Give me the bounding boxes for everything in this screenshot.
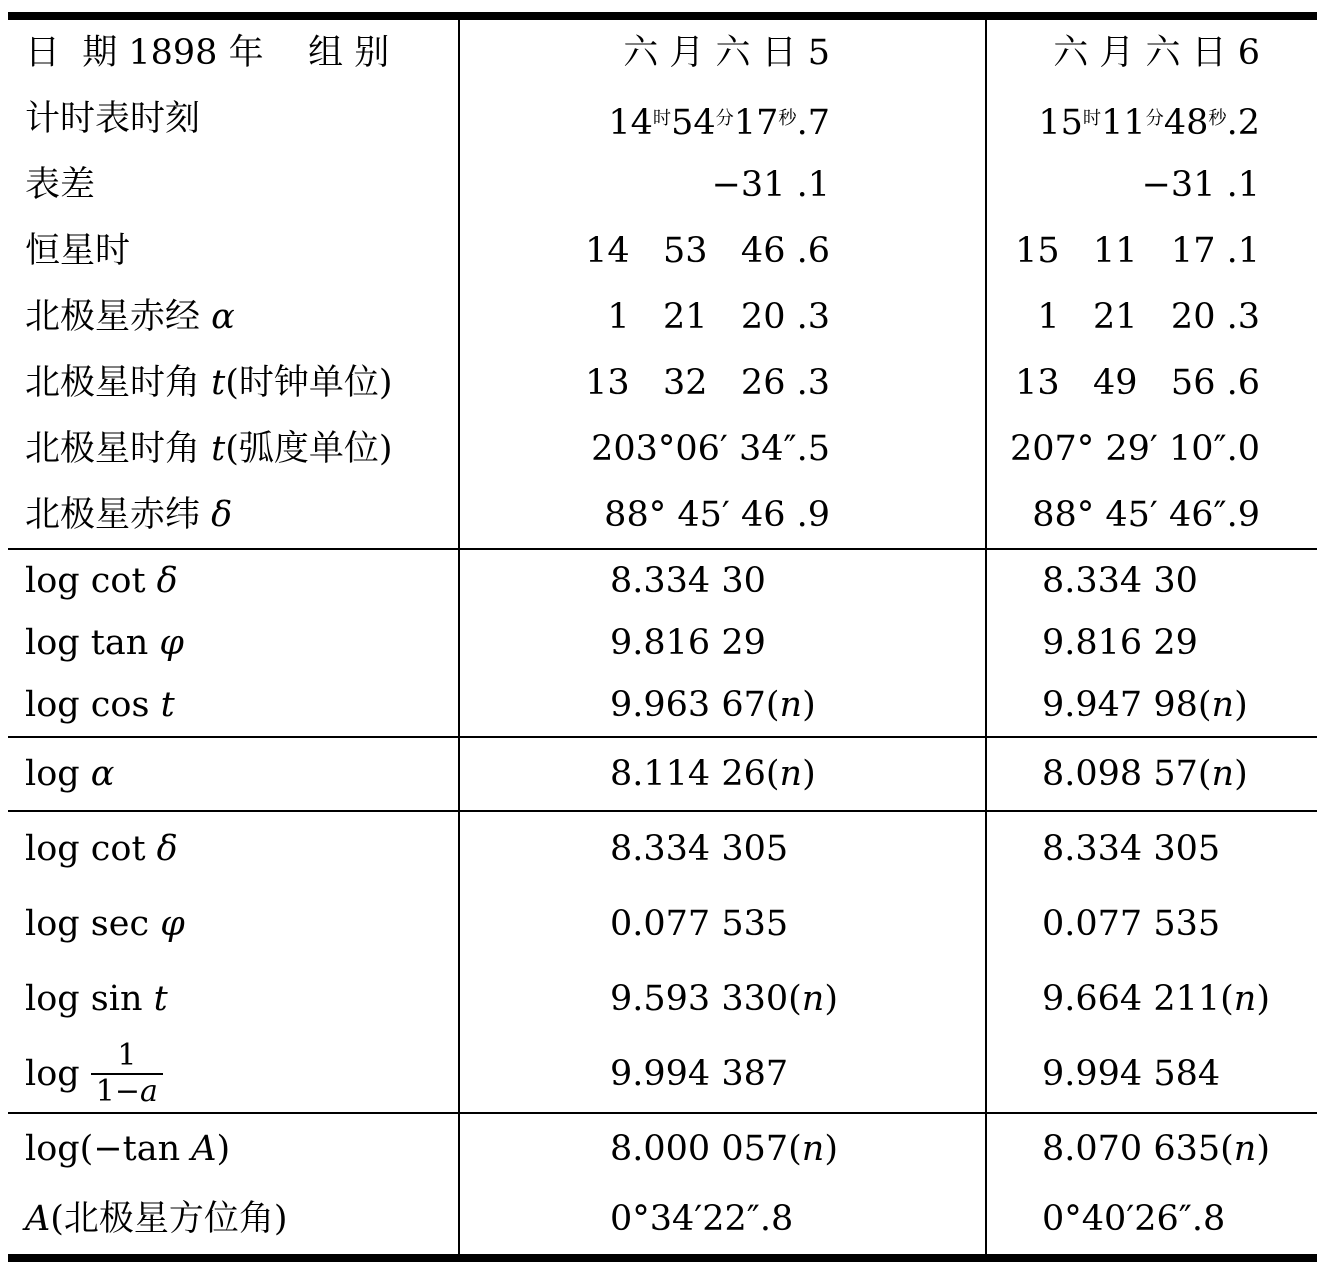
row-label-cell — [8, 284, 458, 350]
value-cell-group-6 — [985, 887, 1317, 962]
math-variable: n — [801, 979, 825, 1019]
row-label-cell — [8, 1037, 458, 1112]
value-cell-group-5 — [458, 152, 985, 218]
row-label-cell — [8, 1184, 458, 1254]
value-cell-group-5 — [458, 550, 985, 612]
text-run: 北极星赤经 — [25, 297, 212, 337]
value-cell-group-6 — [985, 962, 1317, 1037]
value-cell-group-6 — [985, 812, 1317, 887]
table-row — [8, 550, 1317, 612]
table-row — [8, 674, 1317, 736]
text-run: 203°06′ 34″.5 — [591, 429, 830, 469]
text-run: ) — [824, 1129, 838, 1169]
text-run: log sin — [25, 979, 154, 1019]
text-run: 8.000 057( — [610, 1129, 802, 1169]
row-label-cell — [8, 416, 458, 482]
value-cell-group-6 — [985, 482, 1317, 548]
math-variable: δ — [156, 829, 178, 869]
unit-superscript: 时 — [652, 108, 672, 129]
text-run: log cot — [25, 829, 157, 869]
text-run: ) — [802, 685, 816, 725]
table-row — [8, 416, 1317, 482]
text-run: 9.593 330( — [610, 979, 802, 1019]
text-run: 11 — [1101, 103, 1146, 143]
value-cell-group-6 — [985, 1037, 1317, 1112]
text-run: 计时表时刻 — [25, 99, 201, 139]
row-label-cell — [8, 550, 458, 612]
text-run: 88° 45′ 46″.9 — [1032, 495, 1260, 535]
text-run: 88° 45′ 46 .9 — [604, 495, 830, 535]
polaris-azimuth-computation-table — [8, 12, 1317, 1262]
text-run: ) — [1234, 685, 1248, 725]
text-run: 8.098 57( — [1042, 754, 1212, 794]
text-run: 0.077 535 — [610, 904, 789, 944]
text-run: 8.114 26( — [610, 754, 780, 794]
row-label-cell — [8, 152, 458, 218]
math-variable: n — [779, 685, 803, 725]
text-run: log — [25, 1054, 91, 1094]
row-label-cell — [8, 482, 458, 548]
text-run: log cot — [25, 561, 157, 601]
text-run: −31 .1 — [1141, 165, 1260, 205]
math-variable: A — [25, 1199, 51, 1239]
row-label-cell — [8, 612, 458, 674]
row-label-cell — [8, 20, 458, 86]
math-variable: a — [140, 1073, 158, 1109]
value-cell-group-5 — [458, 887, 985, 962]
text-run: log — [25, 754, 91, 794]
value-cell-group-6 — [985, 416, 1317, 482]
text-run: (时钟单位) — [225, 363, 393, 403]
math-variable: n — [1233, 979, 1257, 1019]
value-cell-group-6 — [985, 1184, 1317, 1254]
text-run: ) — [1234, 754, 1248, 794]
text-run: 13 49 56 .6 — [1015, 363, 1260, 403]
table-section-first-logs — [8, 548, 1317, 736]
row-label-cell — [8, 1114, 458, 1184]
text-run: 北极星时角 — [25, 429, 212, 469]
row-label-cell — [8, 350, 458, 416]
text-run: 8.334 305 — [610, 829, 789, 869]
unit-superscript: 秒 — [778, 108, 797, 129]
value-cell-group-5 — [458, 1114, 985, 1184]
value-cell-group-6 — [985, 674, 1317, 736]
text-run: 北极星赤纬 — [25, 495, 212, 535]
table-section-log-a — [8, 736, 1317, 810]
text-run: 1 21 20 .3 — [1037, 297, 1260, 337]
math-variable: t — [153, 979, 168, 1019]
text-run: 15 — [1038, 103, 1083, 143]
table-row — [8, 812, 1317, 887]
text-run: 0°34′22″.8 — [610, 1199, 794, 1239]
table-row — [8, 612, 1317, 674]
text-run: 15 11 17 .1 — [1015, 231, 1260, 271]
table-row — [8, 887, 1317, 962]
text-run: 8.334 305 — [1042, 829, 1221, 869]
value-cell-group-5 — [458, 284, 985, 350]
table-row — [8, 152, 1317, 218]
table-row — [8, 218, 1317, 284]
text-run: 8.334 30 — [1042, 561, 1198, 601]
row-label-cell — [8, 812, 458, 887]
value-cell-group-5 — [458, 1184, 985, 1254]
value-cell-group-6 — [985, 1114, 1317, 1184]
table-row — [8, 86, 1317, 152]
text-run: 9.816 29 — [610, 623, 766, 663]
unit-superscript: 时 — [1082, 108, 1102, 129]
fraction-denominator — [91, 1073, 163, 1109]
math-variable: n — [779, 754, 803, 794]
text-run: 207° 29′ 10″.0 — [1009, 429, 1260, 469]
text-run: 13 32 26 .3 — [585, 363, 830, 403]
text-run: 9.664 211( — [1042, 979, 1234, 1019]
value-cell-group-5 — [458, 674, 985, 736]
math-variable: α — [90, 754, 115, 794]
math-variable: n — [1211, 754, 1235, 794]
value-cell-group-5 — [458, 20, 985, 86]
text-run: 0.077 535 — [1042, 904, 1221, 944]
row-label-cell — [8, 86, 458, 156]
text-run: log(−tan — [25, 1129, 192, 1169]
text-run: ) — [1256, 1129, 1270, 1169]
text-run: 9.947 98( — [1042, 685, 1212, 725]
text-run: (北极星方位角) — [50, 1199, 288, 1239]
text-run: 北极星时角 — [25, 363, 212, 403]
table-row — [8, 482, 1317, 548]
value-cell-group-5 — [458, 416, 985, 482]
text-run: 9.994 387 — [610, 1054, 789, 1094]
value-cell-group-5 — [458, 86, 985, 156]
column-divider-1 — [458, 20, 460, 1254]
value-cell-group-5 — [458, 350, 985, 416]
row-label-cell — [8, 218, 458, 284]
text-run: 9.994 584 — [1042, 1054, 1221, 1094]
table-section-result — [8, 1112, 1317, 1254]
math-variable: n — [1233, 1129, 1257, 1169]
text-run: ) — [1256, 979, 1270, 1019]
table-row — [8, 1114, 1317, 1184]
value-cell-group-6 — [985, 738, 1317, 810]
value-cell-group-5 — [458, 962, 985, 1037]
table-row — [8, 962, 1317, 1037]
table-section-second-logs — [8, 810, 1317, 1112]
table-row — [8, 284, 1317, 350]
text-run: 17 — [733, 103, 779, 143]
text-run: 9.963 67( — [610, 685, 780, 725]
math-variable: t — [160, 685, 175, 725]
math-variable: φ — [160, 904, 185, 944]
value-cell-group-5 — [458, 738, 985, 810]
math-variable: n — [1211, 685, 1235, 725]
text-run: ) — [824, 979, 838, 1019]
table-row — [8, 20, 1317, 86]
value-cell-group-5 — [458, 612, 985, 674]
value-cell-group-6 — [985, 86, 1317, 156]
table-row — [8, 738, 1317, 810]
text-run: 1 21 20 .3 — [607, 297, 830, 337]
table-row — [8, 350, 1317, 416]
math-variable: t — [211, 363, 226, 403]
value-cell-group-6 — [985, 218, 1317, 284]
value-cell-group-6 — [985, 350, 1317, 416]
text-run: 六 月 六 日 6 — [1053, 33, 1260, 73]
value-cell-group-5 — [458, 218, 985, 284]
text-run: 54 — [671, 103, 716, 143]
text-run: 表差 — [25, 165, 96, 205]
fraction-numerator — [91, 1039, 163, 1073]
value-cell-group-6 — [985, 20, 1317, 86]
text-run: log sec — [25, 904, 161, 944]
math-variable: t — [211, 429, 226, 469]
text-run: −31 .1 — [711, 165, 830, 205]
fraction — [91, 1039, 163, 1108]
value-cell-group-6 — [985, 284, 1317, 350]
math-variable: δ — [156, 561, 178, 601]
value-cell-group-6 — [985, 152, 1317, 218]
row-label-cell — [8, 962, 458, 1037]
text-run: 六 月 六 日 5 — [623, 33, 830, 73]
text-run: .2 — [1226, 103, 1260, 143]
column-divider-2 — [985, 20, 987, 1254]
text-run: 恒星时 — [25, 231, 131, 271]
table-row — [8, 1037, 1317, 1112]
unit-superscript: 秒 — [1208, 108, 1227, 129]
text-run: 8.334 30 — [610, 561, 766, 601]
math-variable: A — [191, 1129, 217, 1169]
text-run: 48 — [1163, 103, 1209, 143]
text-run: 9.816 29 — [1042, 623, 1198, 663]
text-run: 0°40′26″.8 — [1042, 1199, 1226, 1239]
text-run: 14 53 46 .6 — [585, 231, 830, 271]
table-row — [8, 1184, 1317, 1254]
math-variable: φ — [159, 623, 184, 663]
row-label-cell — [8, 738, 458, 810]
row-label-cell — [8, 887, 458, 962]
text-run: 1− — [95, 1073, 141, 1109]
row-label-cell — [8, 674, 458, 736]
text-run: 日 期 1898 年 组 别 — [25, 33, 390, 73]
unit-superscript: 分 — [1145, 108, 1164, 129]
text-run: ) — [216, 1129, 231, 1169]
text-run: (弧度单位) — [225, 429, 393, 469]
math-variable: α — [211, 297, 235, 337]
math-variable: n — [801, 1129, 825, 1169]
value-cell-group-5 — [458, 1037, 985, 1112]
text-run: .7 — [796, 103, 830, 143]
text-run: 1 — [117, 1037, 137, 1073]
table-section-observations — [8, 20, 1317, 548]
text-run: 8.070 635( — [1042, 1129, 1234, 1169]
unit-superscript: 分 — [715, 108, 734, 129]
value-cell-group-6 — [985, 550, 1317, 612]
text-run: 14 — [608, 103, 653, 143]
value-cell-group-5 — [458, 812, 985, 887]
text-run: log cos — [25, 685, 161, 725]
text-run: ) — [802, 754, 816, 794]
value-cell-group-6 — [985, 612, 1317, 674]
text-run: log tan — [25, 623, 160, 663]
math-variable: δ — [211, 495, 233, 535]
value-cell-group-5 — [458, 482, 985, 548]
